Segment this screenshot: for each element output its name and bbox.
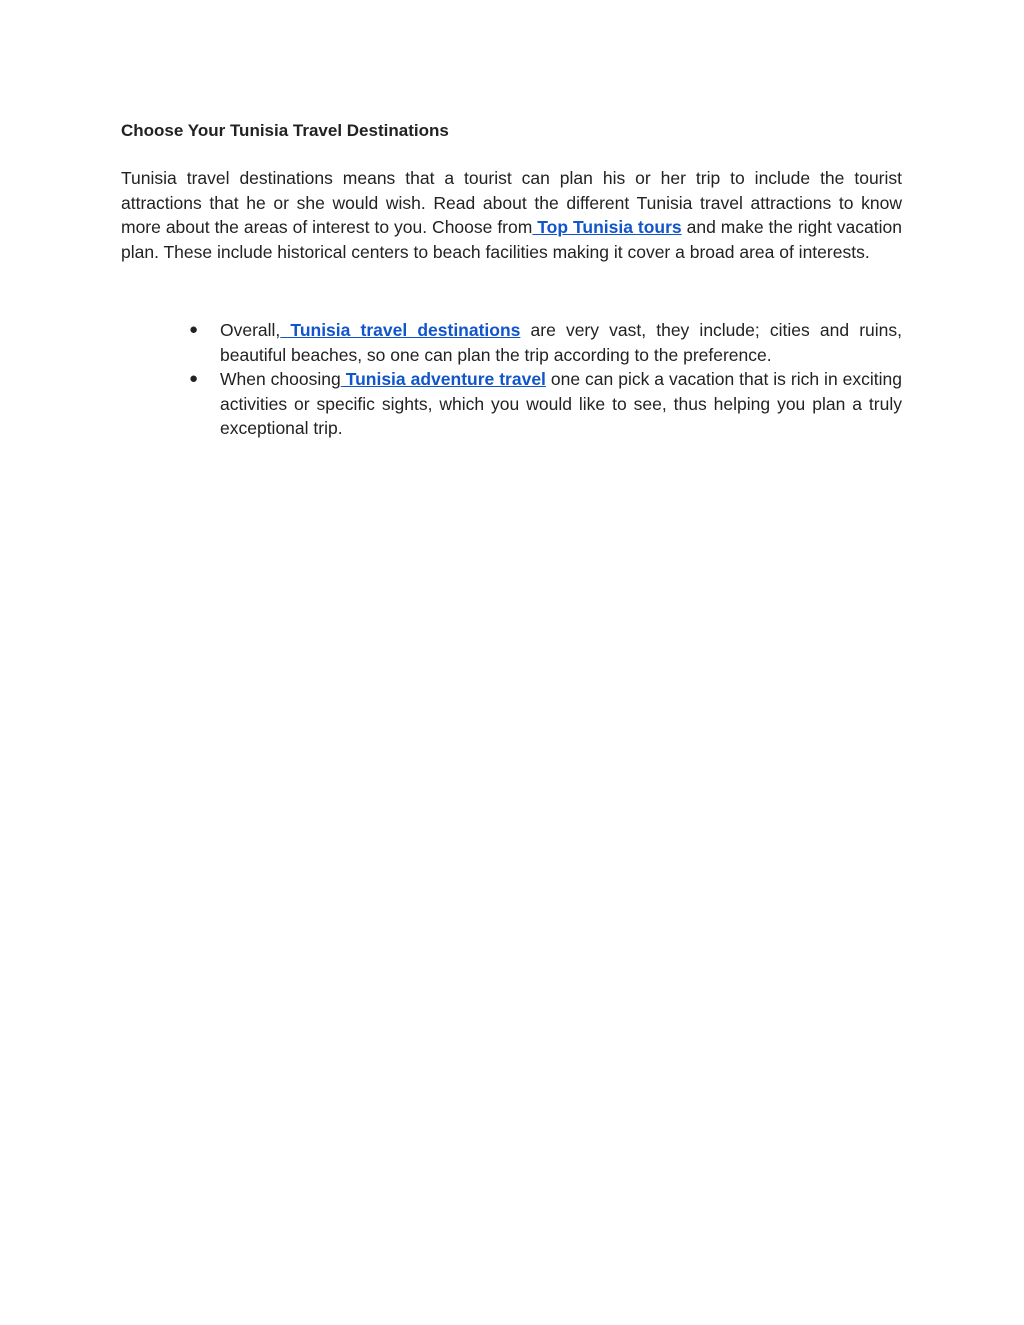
intro-text-after-link: and make the right vacation plan. These include historical centers to beach facilities making it cover a broad area of interests. bbox=[121, 217, 902, 262]
tunisia-adventure-travel-link[interactable]: Tunisia adventure travel bbox=[340, 369, 546, 389]
intro-paragraph bbox=[121, 166, 902, 264]
bullet-text-after-link: one can pick a vacation that is rich in exciting activities or specific sights, which you would like to see, thus helping you plan a truly exceptional trip. bbox=[220, 369, 902, 438]
bullet-list bbox=[121, 318, 902, 441]
document-title: Choose Your Tunisia Travel Destinations bbox=[121, 121, 449, 140]
list-item bbox=[189, 318, 902, 367]
tunisia-travel-destinations-link[interactable]: Tunisia travel destinations bbox=[280, 320, 521, 340]
list-item bbox=[189, 367, 902, 441]
document-page bbox=[121, 118, 902, 441]
bullet-marker: ● bbox=[189, 321, 199, 338]
bullet-text-before-link: When choosing bbox=[220, 369, 341, 389]
top-tunisia-tours-link[interactable]: Top Tunisia tours bbox=[532, 217, 682, 237]
bullet-text-before-link: Overall, bbox=[220, 320, 281, 340]
bullet-marker: ● bbox=[189, 370, 199, 387]
bullet-text-after-link: are very vast, they include; cities and ruins, beautiful beaches, so one can plan the trip according to the preference. bbox=[220, 320, 902, 365]
intro-text-before-link: Tunisia travel destinations means that a tourist can plan his or her trip to include the tourist attractions that he or she would wish. Read about the different Tunisia travel attractions to know more about the areas of interest to you. Choose from bbox=[121, 168, 902, 237]
